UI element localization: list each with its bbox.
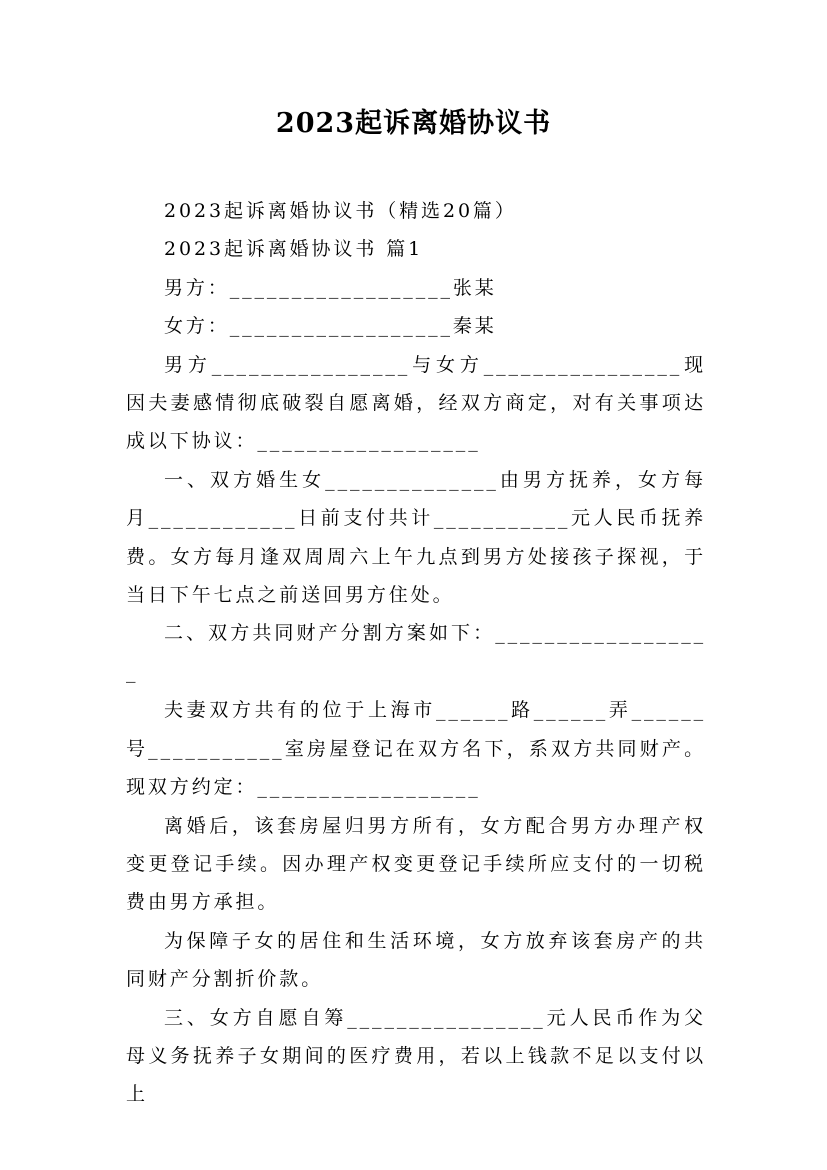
paragraph-clause-3: 三、女方自愿自筹________________元人民币作为父母义务抚养子女期间的医疗费用，若以上钱款不足以支付以上: [126, 1006, 706, 1106]
paragraph-section-heading: 2023起诉离婚协议书 篇1: [164, 238, 424, 261]
paragraph-property: 夫妻双方共有的位于上海市______路______弄______号___________室房屋登记在双方名下，系双方共同财产。现双方约定：__________________: [126, 699, 706, 799]
paragraph-clause-2: 二、双方共同财产分割方案如下：__________________: [126, 622, 706, 683]
paragraph-female-party: 女方：__________________秦某: [164, 315, 497, 338]
paragraph-subtitle: 2023起诉离婚协议书（精选20篇）: [164, 200, 517, 222]
paragraph-clause-1: 一、双方婚生女______________由男方抚养，女方每月____________日前支付共计___________元人民币抚养费。女方每月逢双周周六上午九点到男方处接孩子探视，于当日下午七点之前送回男方住处。: [126, 468, 706, 607]
paragraph-male-party: 男方：__________________张某: [164, 276, 497, 299]
paragraph-children-housing: 为保障子女的居住和生活环境，女方放弃该套房产的共同财产分割折价款。: [126, 929, 706, 991]
paragraph-after-divorce: 离婚后，该套房屋归男方所有，女方配合男方办理产权变更登记手续。因办理产权变更登记手续所应支付的一切税费由男方承担。: [126, 814, 706, 914]
document-title: 2023起诉离婚协议书: [275, 108, 552, 139]
paragraph-intro: 男方________________与女方________________现因夫妻感情彻底破裂自愿离婚，经双方商定，对有关事项达成以下协议：__________________: [126, 353, 706, 453]
document-body: [126, 192, 706, 1114]
